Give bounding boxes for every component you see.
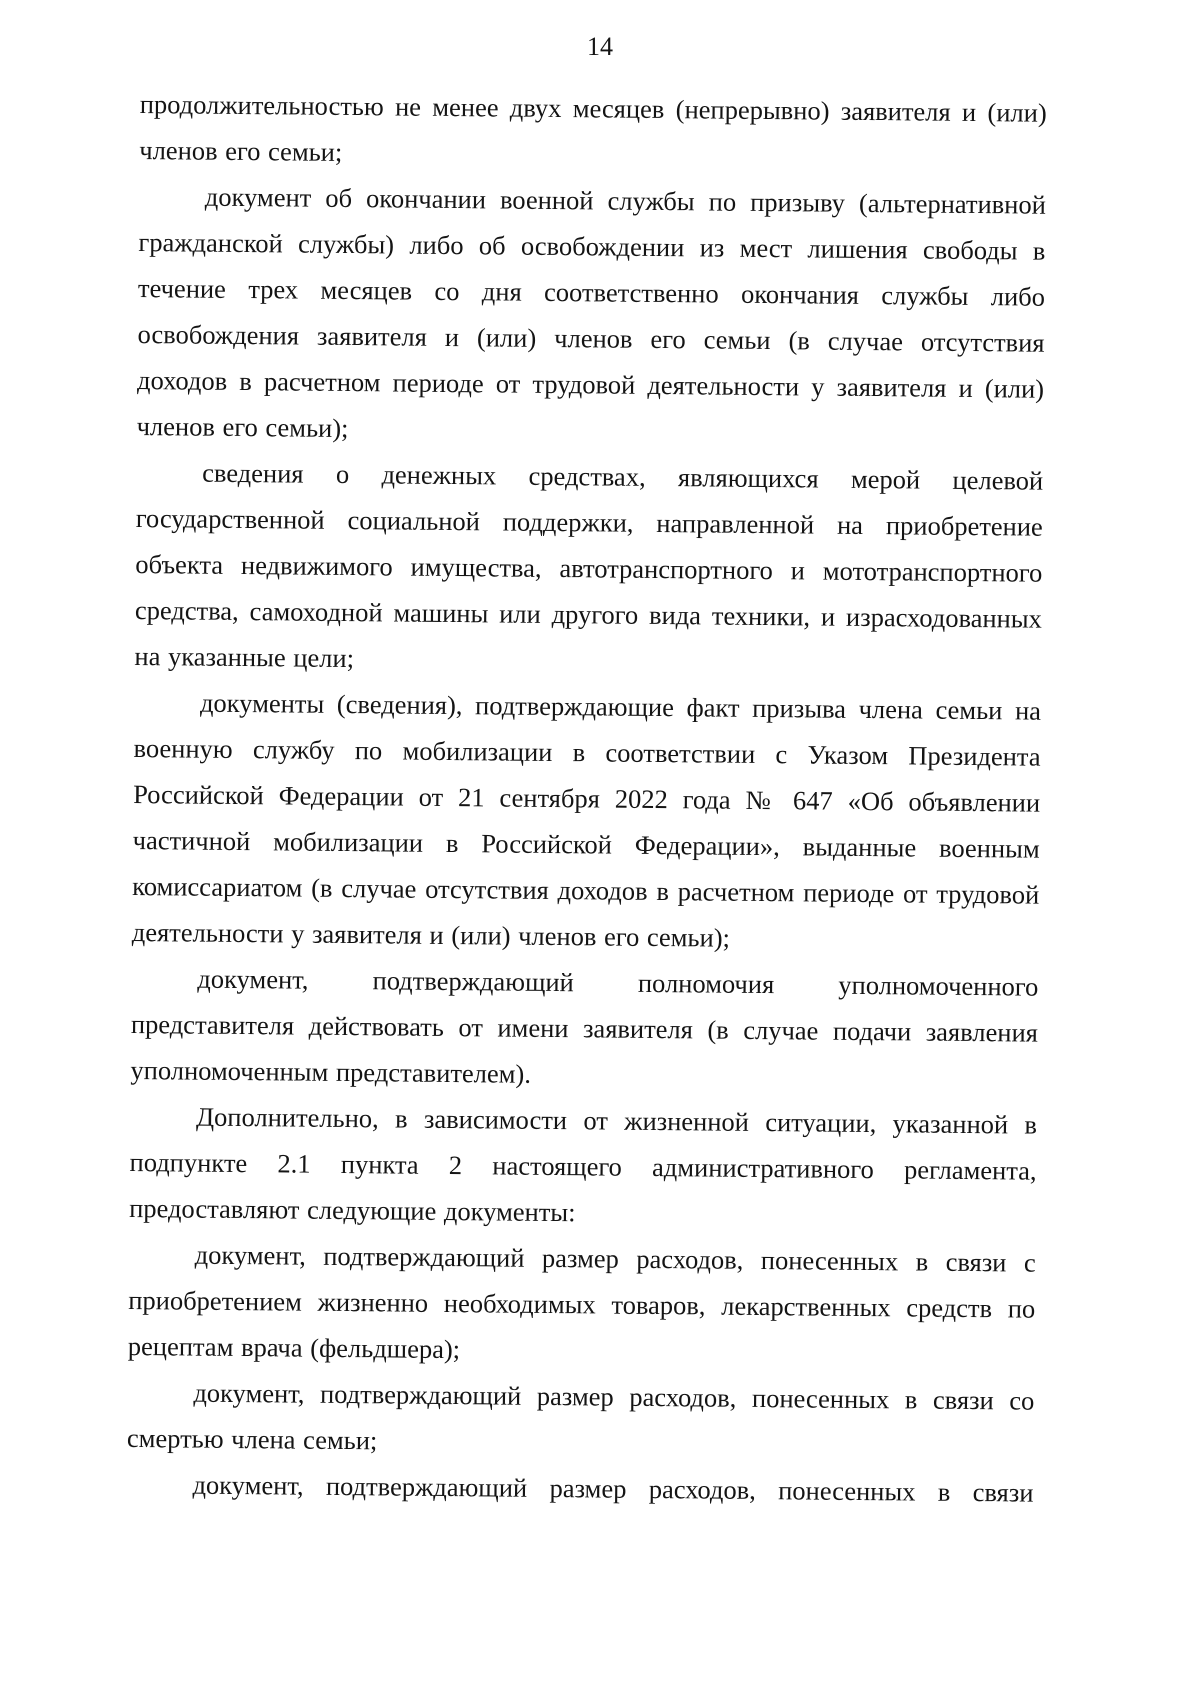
- document-body: [126, 81, 1047, 1516]
- paragraph-state-support-funds: сведения о денежных средствах, являющихся мерой целевой государственной социальной поддержки, направленной на приобретение объекта недвижимого имущества, автотранспортного и мототранспортного средства, самоходной машины или другого вида техники, и израсходованных на указанные цели;: [134, 457, 1044, 674]
- paragraph-representative-authority: документ, подтверждающий полномочия уполномоченного представителя действовать от имени заявителя (в случае подачи заявления уполномоченным представителем).: [130, 963, 1039, 1089]
- paragraph-medicine-expenses: документ, подтверждающий размер расходов, понесенных в связи с приобретением жизненно необходимых товаров, лекарственных средств по рецептам врача (фельдшера);: [127, 1239, 1036, 1365]
- paragraph-expenses-continued: документ, подтверждающий размер расходов, понесенных в связи: [192, 1469, 1034, 1508]
- paragraph-additional-documents-intro: Дополнительно, в зависимости от жизненной ситуации, указанной в подпункте 2.1 пункта 2 настоящего административного регламента, предоставляют следующие документы:: [129, 1101, 1038, 1228]
- paragraph-continuation: продолжительностью не менее двух месяцев (непрерывно) заявителя и (или) членов его семьи;: [139, 88, 1047, 167]
- paragraph-military-service-document: документ об окончании военной службы по призыву (альтернативной гражданской службы) либо об освобождении из мест лишения свободы в течение трех месяцев со дня соответственно окончания службы либо освобождения заявителя и (или) членов его семьи (в случае отсутствия доходов в расчетном периоде от трудовой деятельности у заявителя и (или) членов его семьи);: [136, 181, 1046, 444]
- paragraph-funeral-expenses: документ, подтверждающий размер расходов, понесенных в связи со смертью члена семьи;: [126, 1377, 1035, 1456]
- paragraph-mobilization-documents: документы (сведения), подтверждающие факт призыва члена семьи на военную службу по мобилизации в соответствии с Указом Президента Российской Федерации от 21 сентября 2022 года № 647 «Об объявлении частичной мобилизации в Российской Федерации», выданные военным комиссариатом (в случае отсутствия доходов в расчетном периоде от трудовой деятельности у заявителя и (или) членов его семьи);: [131, 687, 1042, 953]
- page-number: 14: [587, 32, 613, 61]
